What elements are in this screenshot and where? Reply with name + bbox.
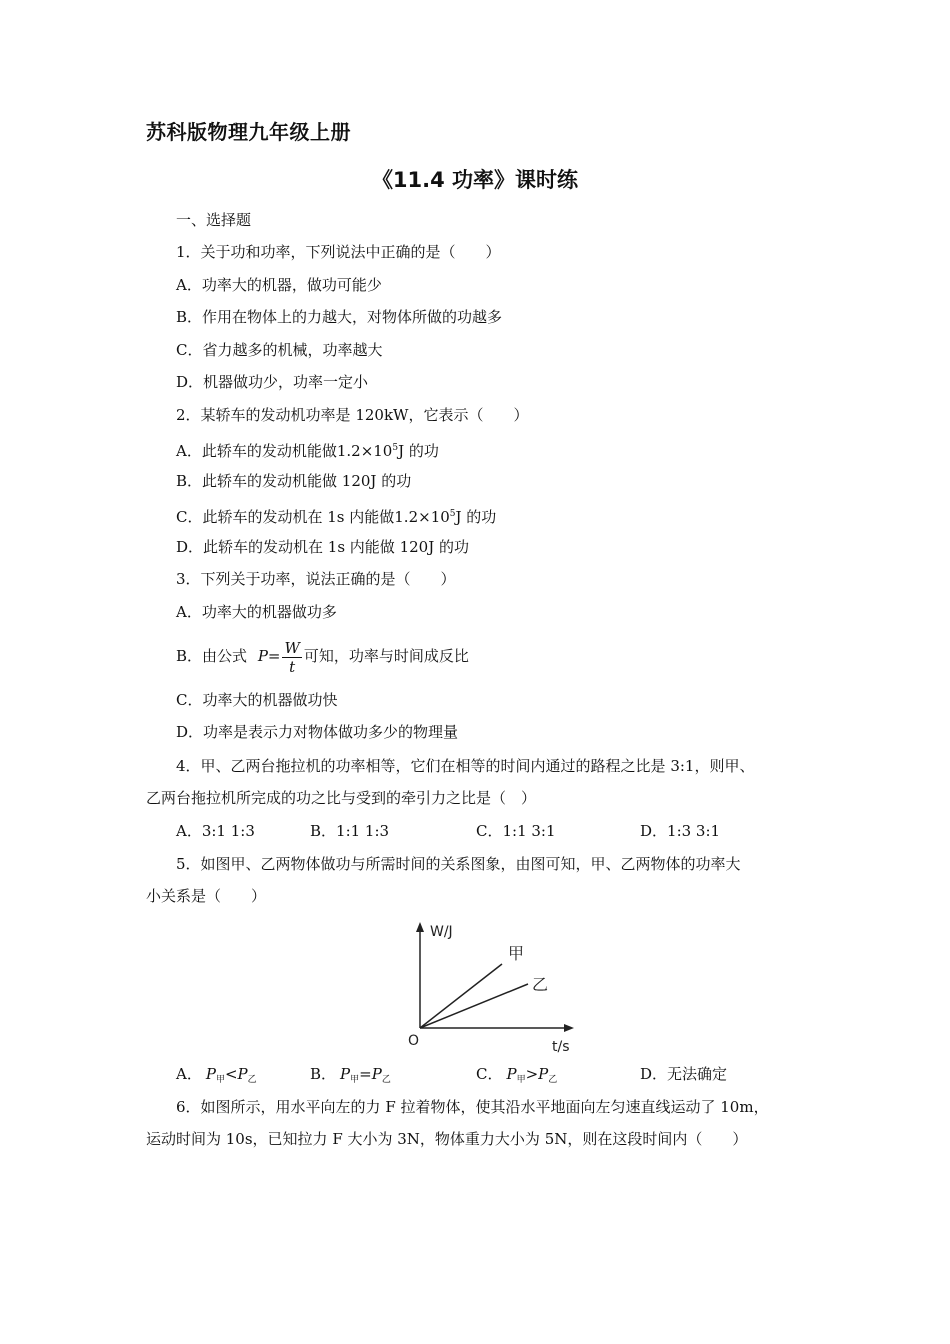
q2-c-exponent: 5 [449, 509, 456, 519]
q1-stem: 1．关于功和功率，下列说法中正确的是（ ） [176, 243, 501, 261]
q5-stem-line1: 5．如图甲、乙两物体做功与所需时间的关系图象，由图可知，甲、乙两物体的功率大 [176, 855, 741, 873]
q5-a-p1: P [205, 1065, 216, 1083]
q5-c-prefix: C． [476, 1065, 503, 1083]
q5-c-op: > [525, 1065, 539, 1083]
graph-label-yi: 乙 [532, 975, 549, 994]
section-title: 一、选择题 [176, 211, 252, 229]
q2-c-prefix: C．此轿车的发动机在 1s 内能做 [176, 508, 395, 526]
q5-b-sub1: 甲 [350, 1075, 360, 1085]
q5-b-op: = [359, 1065, 372, 1083]
q3-b-formula-lhs: P= [257, 647, 281, 665]
q1-option-d: D．机器做功少，功率一定小 [176, 373, 369, 391]
q2-option-d: D．此轿车的发动机在 1s 内能做 120J 的功 [176, 538, 469, 556]
q3-b-suffix: 可知，功率与时间成反比 [303, 647, 469, 665]
q5-a-sub1: 甲 [215, 1075, 225, 1085]
q3-b-prefix: B．由公式 [176, 647, 248, 665]
q5-b-p1: P [340, 1065, 351, 1083]
q6-stem-line1: 6．如图所示，用水平向左的力 F 拉着物体，使其沿水平地面向左匀速直线运动了 10m， [176, 1098, 769, 1116]
q2-c-suffix: J 的功 [455, 508, 497, 526]
graph-x-label: t/s [552, 1039, 570, 1055]
lesson-title: 《11.4 功率》课时练 [371, 168, 579, 192]
q4-option-a: A．3:1 1:3 [176, 822, 255, 840]
q5-work-time-graph [400, 918, 590, 1058]
q1-option-c: C．省力越多的机械，功率越大 [176, 341, 383, 359]
q2-c-value: 1.2×10 [394, 508, 450, 526]
book-title: 苏科版物理九年级上册 [146, 120, 351, 144]
q3-option-d: D．功率是表示力对物体做功多少的物理量 [176, 723, 459, 741]
q5-c-sub2: 乙 [548, 1075, 558, 1085]
q2-option-b: B．此轿车的发动机能做 120J 的功 [176, 472, 412, 490]
q5-b-sub2: 乙 [381, 1075, 391, 1085]
q4-stem-line1: 4．甲、乙两台拖拉机的功率相等，它们在相等的时间内通过的路程之比是 3:1，则甲、 [176, 757, 755, 775]
q4-option-c: C．1:1 3:1 [476, 822, 556, 840]
q3-option-b [176, 636, 469, 676]
q5-b-prefix: B． [310, 1065, 337, 1083]
graph-x-arrow [564, 1024, 574, 1032]
q2-option-c [176, 504, 496, 527]
q4-option-b: B．1:1 1:3 [310, 822, 390, 840]
q5-c-p2: P [538, 1065, 549, 1083]
graph-origin-label: O [408, 1033, 420, 1049]
q3-b-denominator: t [289, 657, 296, 676]
q3-stem: 3．下列关于功率，说法正确的是（ ） [176, 570, 456, 588]
q6-stem-line2: 运动时间为 10s，已知拉力 F 大小为 3N，物体重力大小为 5N，则在这段时间内（ ） [146, 1130, 748, 1148]
q3-b-numerator: W [284, 638, 300, 657]
graph-label-jia: 甲 [508, 944, 525, 963]
q1-option-b: B．作用在物体上的力越大，对物体所做的功越多 [176, 308, 503, 326]
q1-option-a: A．功率大的机器，做功可能少 [176, 276, 382, 294]
q2-a-prefix: A．此轿车的发动机能做 [176, 442, 337, 460]
graph-y-arrow [416, 922, 424, 932]
q5-a-sub2: 乙 [247, 1075, 257, 1085]
q4-option-d: D．1:3 3:1 [640, 822, 721, 840]
q5-option-d: D．无法确定 [640, 1065, 728, 1083]
q2-a-value: 1.2×10 [336, 442, 393, 460]
q5-a-op: < [224, 1065, 238, 1083]
q3-option-a: A．功率大的机器做功多 [176, 603, 337, 621]
q5-option-a [176, 1064, 257, 1090]
q5-option-b [310, 1064, 391, 1090]
q5-c-sub1: 甲 [516, 1075, 526, 1085]
q5-c-p1: P [506, 1065, 517, 1083]
q3-option-c: C．功率大的机器做功快 [176, 691, 338, 709]
q3-b-fraction [282, 639, 301, 676]
q5-b-p2: P [371, 1065, 382, 1083]
q2-stem: 2．某轿车的发动机功率是 120kW，它表示（ ） [176, 406, 529, 424]
graph-line-jia [420, 964, 502, 1028]
q2-a-exponent: 5 [392, 443, 399, 453]
q5-stem-line2: 小关系是（ ） [146, 887, 267, 905]
q2-option-a [176, 438, 439, 461]
q5-option-c [476, 1064, 557, 1090]
q5-a-prefix: A． [176, 1065, 202, 1083]
graph-y-label: W/J [430, 924, 453, 940]
q4-stem-line2: 乙两台拖拉机所完成的功之比与受到的牵引力之比是（ ） [146, 789, 537, 807]
graph-line-yi [420, 984, 528, 1028]
q2-a-suffix: J 的功 [398, 442, 439, 460]
q5-a-p2: P [237, 1065, 248, 1083]
